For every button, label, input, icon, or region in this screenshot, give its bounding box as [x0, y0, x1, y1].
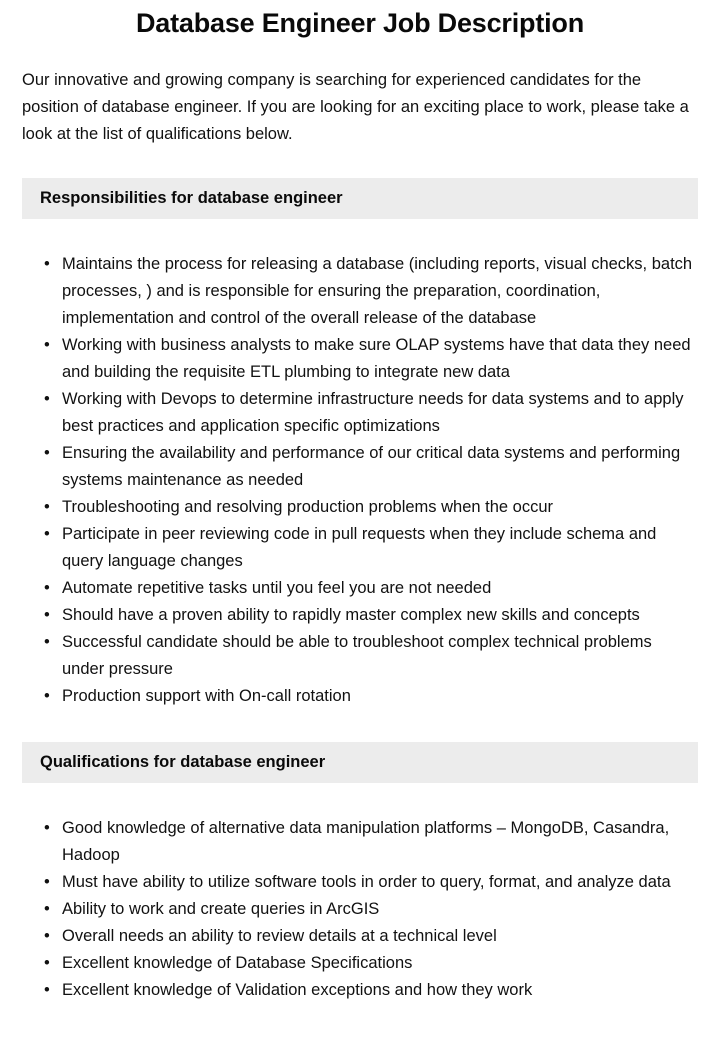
section-responsibilities — [22, 178, 698, 710]
qualifications-list — [22, 815, 698, 1004]
list-item: • Overall needs an ability to review details at a technical level — [62, 923, 698, 950]
list-item: • Working with business analysts to make sure OLAP systems have that data they need and building the requisite ETL plumbing to integrate new data — [62, 332, 698, 386]
list-item: • Should have a proven ability to rapidly master complex new skills and concepts — [62, 602, 698, 629]
list-item: • Working with Devops to determine infrastructure needs for data systems and to apply best practices and application specific optimizations — [62, 386, 698, 440]
intro-paragraph: Our innovative and growing company is searching for experienced candidates for the position of database engineer. If you are looking for an exciting place to work, please take a look at the list of qualifications below. — [22, 71, 689, 143]
page-title: Database Engineer Job Description — [135, 8, 585, 38]
list-item: • Excellent knowledge of Database Specifications — [62, 950, 698, 977]
list-item: • Maintains the process for releasing a database (including reports, visual checks, batch processes, ) and is responsible for ensuring the preparation, coordination, implementation and control of the overall release of the database — [62, 251, 698, 332]
list-item: • Automate repetitive tasks until you feel you are not needed — [62, 575, 698, 602]
list-item: • Good knowledge of alternative data manipulation platforms – MongoDB, Casandra, Hadoop — [62, 815, 698, 869]
list-item: • Participate in peer reviewing code in pull requests when they include schema and query language changes — [62, 521, 698, 575]
responsibilities-list — [22, 251, 698, 710]
list-item: • Excellent knowledge of Validation exceptions and how they work — [62, 977, 698, 1004]
list-item: • Production support with On-call rotation — [62, 683, 698, 710]
section-heading-qualifications: Qualifications for database engineer — [22, 742, 698, 783]
section-heading-responsibilities: Responsibilities for database engineer — [22, 178, 698, 219]
list-item: • Successful candidate should be able to troubleshoot complex technical problems under pressure — [62, 629, 698, 683]
list-item: • Ability to work and create queries in ArcGIS — [62, 896, 698, 923]
section-qualifications — [22, 742, 698, 1004]
list-item: • Troubleshooting and resolving production problems when the occur — [62, 494, 698, 521]
list-item: • Must have ability to utilize software tools in order to query, format, and analyze data — [62, 869, 698, 896]
list-item: • Ensuring the availability and performance of our critical data systems and performing systems maintenance as needed — [62, 440, 698, 494]
